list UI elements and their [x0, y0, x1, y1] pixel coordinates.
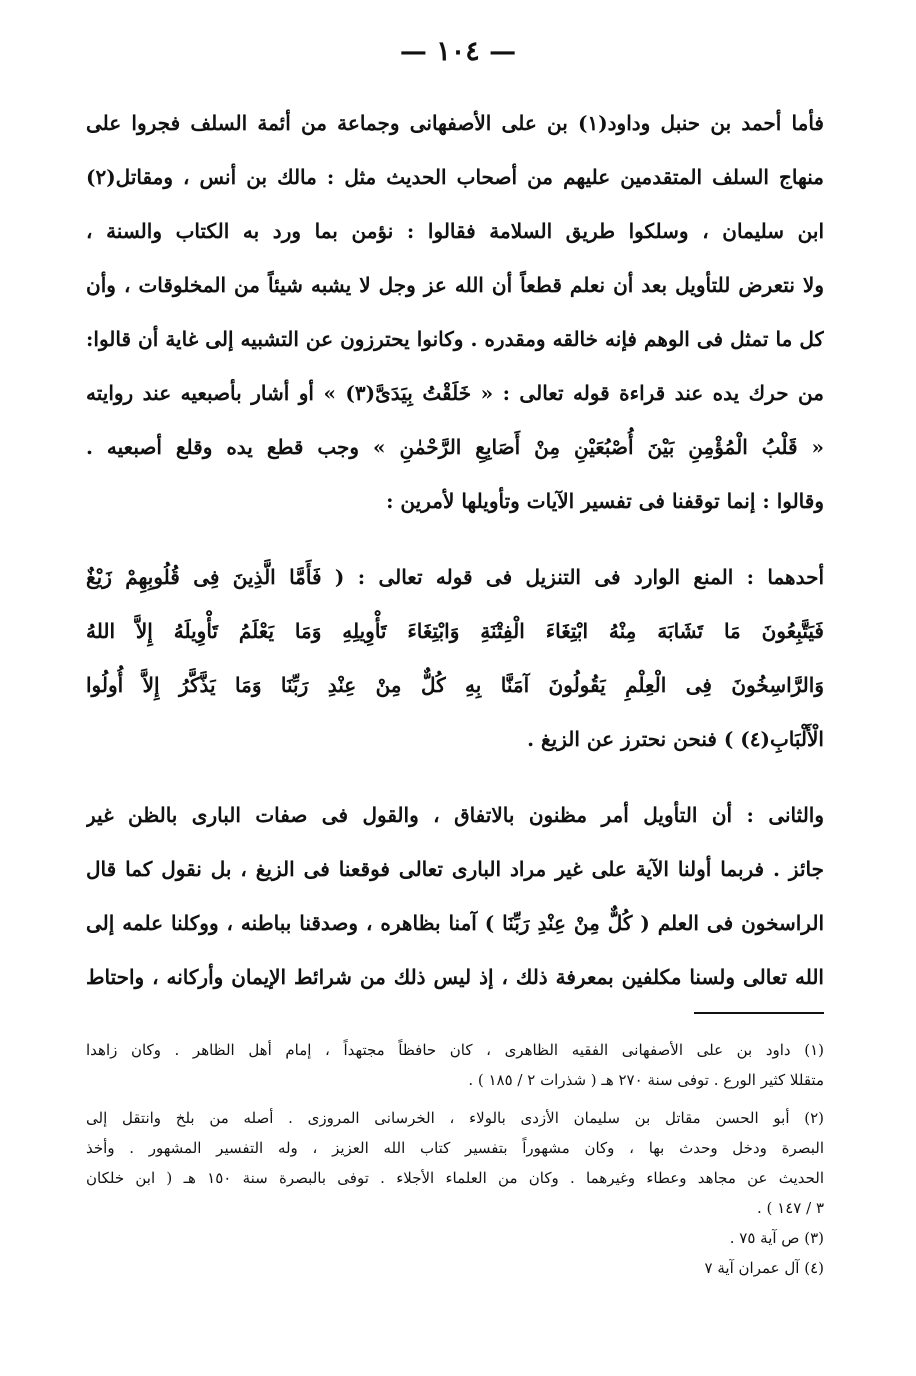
text-line: جائز . فربما أولنا الآية على غير مراد البارى تعالى فوقعنا فى الزيغ ، بل نقول كما قال: [86, 857, 824, 881]
text-line: وَالرَّاسِخُونَ فِى الْعِلْمِ يَقُولُونَ آمَنَّا بِهِ كُلٌّ مِنْ عِنْدِ رَبِّنَا وَمَا يَذَّكَّرُ إِلاَّ أُولُوا: [86, 673, 824, 697]
text-line: الله تعالى ولسنا مكلفين بمعرفة ذلك ، إذ ليس ذلك من شرائط الإيمان وأركانه ، واحتاط: [86, 965, 824, 989]
footnote-line: (٣) ص آية ٧٥ .: [729, 1229, 824, 1247]
text-line: كل ما تمثل فى الوهم فإنه خالقه ومقدره . وكانوا يحترزون عن التشبيه إلى غاية أن قالوا:: [86, 327, 824, 351]
footnote-line: (١) داود بن على الأصفهانى الفقيه الظاهرى ، كان حافظاً مجتهداً ، إمام أهل الظاهر . وكان زاهدا: [86, 1041, 824, 1059]
footnote-line: ٣ / ١٤٧ ) .: [757, 1199, 824, 1217]
text-line: ابن سليمان ، وسلكوا طريق السلامة فقالوا : نؤمن بما ورد به الكتاب والسنة ،: [86, 219, 824, 243]
footnote-line: (٢) أبو الحسن مقاتل بن سليمان الأزدى بالولاء ، الخرسانى المروزى . أصله من بلخ وانتقل إلى: [86, 1109, 824, 1127]
text-line: الراسخون فى العلم ( كُلٌّ مِنْ عِنْدِ رَبِّنَا ) آمنا بظاهره ، وصدقنا بباطنه ، ووكلنا علمه إلى: [86, 911, 824, 935]
footnote-gap: [86, 1095, 824, 1103]
footnote-line: (٤) آل عمران آية ٧: [704, 1259, 824, 1277]
text-line: والثانى : أن التأويل أمر مظنون بالاتفاق ، والقول فى صفات البارى بالظن غير: [86, 803, 824, 827]
text-line: « قَلْبُ الْمُؤْمِنِ بَيْنَ أُصْبُعَيْنِ مِنْ أَصَابِعِ الرَّحْمٰنِ » وجب قطع يده وقلع أصبعيه .: [86, 435, 824, 459]
text-line: منهاج السلف المتقدمين عليهم من أصحاب الحديث مثل : مالك بن أنس ، ومقاتل(٢): [86, 165, 824, 189]
footnote-separator: [694, 1012, 824, 1014]
text-line: من حرك يده عند قراءة قوله تعالى : « خَلَقْتُ بِيَدَىَّ(٣) » أو أشار بأصبعيه عند روايته: [86, 381, 824, 405]
footnote-line: الحديث عن مجاهد وعطاء وغيرهما . وكان من العلماء الأجلاء . توفى بالبصرة سنة ١٥٠ هـ ( ابن خلكان: [86, 1169, 824, 1187]
text-line: فَيَتَّبِعُونَ مَا تَشَابَهَ مِنْهُ ابْتِغَاءَ الْفِتْنَةِ وَابْتِغَاءَ تَأْوِيلِهِ وَمَا يَعْلَمُ تَأْوِيلَهُ إِلاَّ اللهُ: [86, 619, 824, 643]
text-line: الْأَلْبَابِ(٤) ) فنحن نحترز عن الزيغ .: [527, 727, 824, 751]
text-line: أحدهما : المنع الوارد فى التنزيل فى قوله تعالى : ( فَأَمَّا الَّذِينَ فِى قُلُوبِهِمْ زَيْغٌ: [86, 565, 824, 589]
page-number: — ١٠٤ —: [399, 36, 517, 67]
paragraph-gap: [86, 766, 824, 788]
text-line: فأما أحمد بن حنبل وداود(١) بن على الأصفهانى وجماعة من أئمة السلف فجروا على: [86, 111, 824, 135]
text-line: وقالوا : إنما توقفنا فى تفسير الآيات وتأويلها لأمرين :: [386, 489, 824, 513]
footnote-line: البصرة ودخل وحدث بها ، وكان مشهوراً بتفسير كتاب الله العزيز ، وله التفسير المشهور . وأخذ: [86, 1139, 824, 1157]
paragraph-gap: [86, 528, 824, 550]
main-text: [86, 96, 824, 1004]
footnote-line: متقللا كثير الورع . توفى سنة ٢٧٠ هـ ( شذرات ٢ / ١٨٥ ) .: [468, 1071, 824, 1089]
text-line: ولا نتعرض للتأويل بعد أن نعلم قطعاً أن الله عز وجل لا يشبه شيئاً من المخلوقات ، وأن: [86, 273, 824, 297]
footnotes: [86, 1035, 824, 1283]
